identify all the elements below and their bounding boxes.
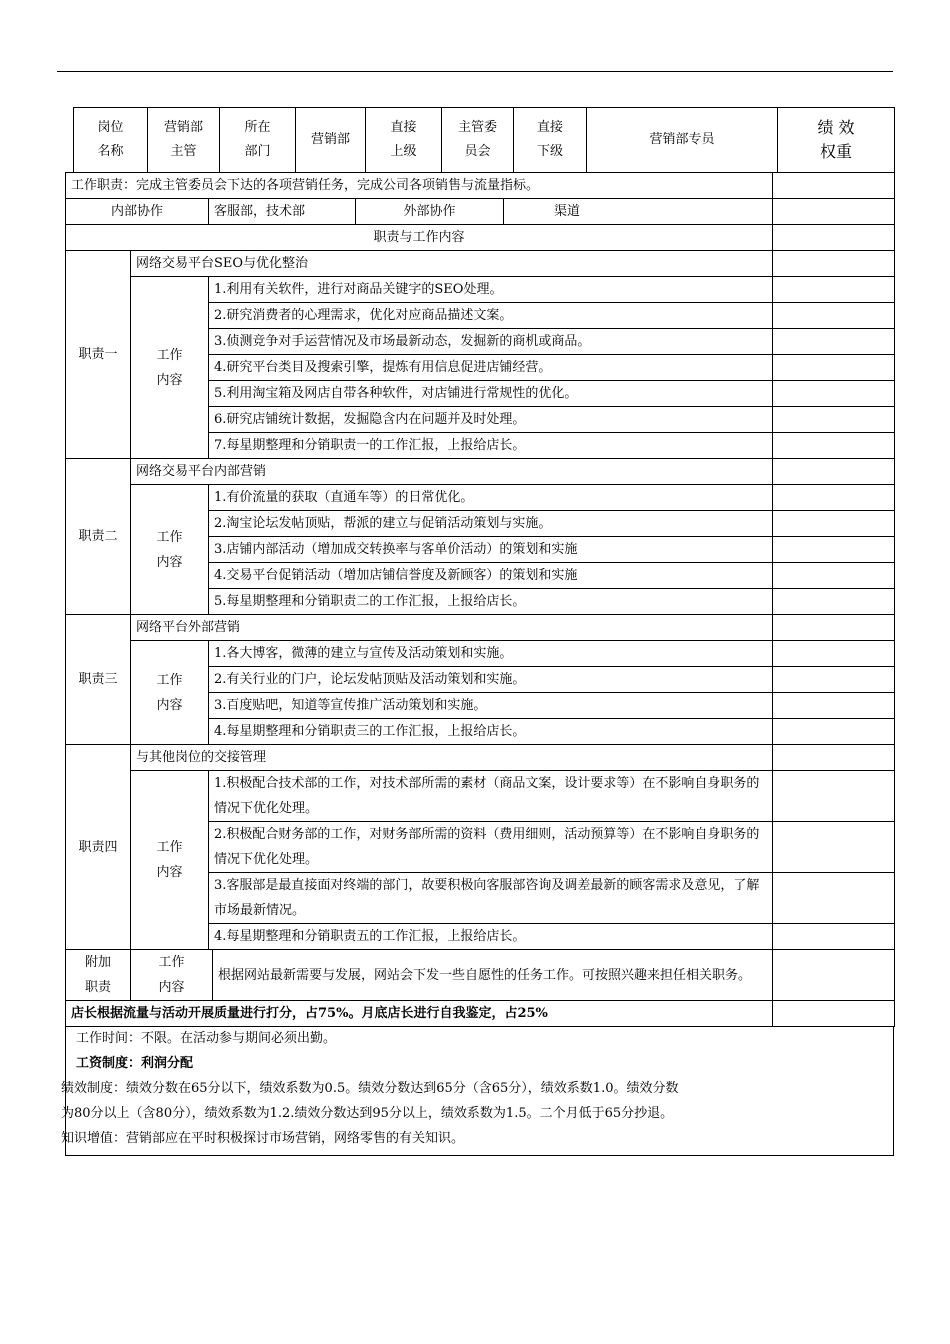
superior-value: 主管委 员会 [442, 108, 514, 173]
footer-notes [61, 1026, 894, 1156]
duty-item: 2.研究消费者的心理需求，优化对应商品描述文案。 [209, 303, 773, 329]
duty-label: 职责四 [66, 745, 131, 950]
top-rule [57, 71, 893, 72]
internal-coop-label: 内部协作 [66, 199, 209, 225]
work-content-label: 工作 内容 [131, 277, 209, 459]
weight-cell [773, 771, 895, 822]
weight-cell [773, 950, 895, 1001]
weight-cell [773, 563, 895, 589]
knowledge-note: 知识增值：营销部应在平时积极探讨市场营销，网络零售的有关知识。 [61, 1131, 465, 1146]
duty-label: 职责二 [66, 459, 131, 615]
post-name-value: 营销部 主管 [148, 108, 220, 173]
duty-item: 5.利用淘宝箱及网店自带各种软件，对店铺进行常规性的优化。 [209, 381, 773, 407]
duties-table [65, 172, 895, 1027]
weight-label: 绩 效 权重 [778, 108, 895, 173]
weight-cell [773, 433, 895, 459]
post-name-label: 岗位 名称 [74, 108, 148, 173]
extra-content-label: 工作 内容 [131, 950, 213, 1001]
work-content-label: 工作 内容 [131, 485, 209, 615]
duty-item: 5.每星期整理和分销职责二的工作汇报，上报给店长。 [209, 589, 773, 615]
duty-item: 3.侦测竞争对手运营情况及市场最新动态，发掘新的商机或商品。 [209, 329, 773, 355]
duty-sections [66, 251, 895, 950]
work-content-label: 工作 内容 [131, 771, 209, 950]
performance-line-1: 绩效制度：绩效分数在65分以下，绩效系数为0.5。绩效分数达到65分（含65分），绩效系数1.0。绩效分数 [61, 1081, 679, 1096]
weight-cell [773, 485, 895, 511]
work-content-label: 工作 内容 [131, 641, 209, 745]
weight-cell [773, 277, 895, 303]
duty-item: 2.有关行业的门户，论坛发帖顶贴及活动策划和实施。 [209, 667, 773, 693]
duty-item: 6.研究店铺统计数据，发掘隐含内在问题并及时处理。 [209, 407, 773, 433]
weight-cell [773, 303, 895, 329]
weight-cell [773, 719, 895, 745]
weight-cell [773, 537, 895, 563]
dept-label: 所在 部门 [220, 108, 296, 173]
weight-cell [773, 329, 895, 355]
subordinate-value: 营销部专员 [587, 108, 778, 173]
external-coop-label: 外部协作 [356, 199, 504, 225]
duty-title: 网络交易平台内部营销 [131, 459, 773, 485]
duty-item: 3.客服部是最直接面对终端的部门，故要积极向客服部咨询及调差最新的顾客需求及意见，了解市场最新情况。 [209, 873, 773, 924]
weight-cell [773, 251, 895, 277]
weight-cell [773, 459, 895, 485]
salary-system: 工资制度：利润分配 [76, 1056, 194, 1071]
duty-item: 4.交易平台促销活动（增加店铺信誉度及新顾客）的策划和实施 [209, 563, 773, 589]
duty-item: 3.百度贴吧，知道等宣传推广活动策划和实施。 [209, 693, 773, 719]
weight-cell [773, 693, 895, 719]
dept-value: 营销部 [296, 108, 366, 173]
duty-item: 1.有价流量的获取（直通车等）的日常优化。 [209, 485, 773, 511]
external-coop-value: 渠道 [504, 199, 773, 225]
work-time: 工作时间：不限。在活动参与期间必须出勤。 [76, 1031, 337, 1046]
weight-cell [773, 381, 895, 407]
weight-cell [773, 615, 895, 641]
weight-cell [773, 873, 895, 924]
weight-cell [773, 641, 895, 667]
duty-label: 职责三 [66, 615, 131, 745]
weight-cell [773, 199, 895, 225]
duty-item: 2.积极配合财务部的工作，对财务部所需的资料（费用细则，活动预算等）在不影响自身职务的情况下优化处理。 [209, 822, 773, 873]
duty-item: 1.各大博客，微薄的建立与宣传及活动策划和实施。 [209, 641, 773, 667]
duty-item: 3.店铺内部活动（增加成交转换率与客单价活动）的策划和实施 [209, 537, 773, 563]
weight-cell [773, 511, 895, 537]
weight-cell [773, 225, 895, 251]
weight-cell [773, 924, 895, 950]
duty-item: 7.每星期整理和分销职责一的工作汇报，上报给店长。 [209, 433, 773, 459]
duty-item: 1.利用有关软件，进行对商品关键字的SEO处理。 [209, 277, 773, 303]
internal-coop-value: 客服部，技术部 [209, 199, 356, 225]
extra-duty-label: 附加 职责 [66, 950, 131, 1001]
weight-cell [773, 667, 895, 693]
section-title: 职责与工作内容 [66, 225, 773, 251]
weight-cell [773, 589, 895, 615]
weight-cell [773, 173, 895, 199]
duty-item: 4.研究平台类目及搜索引擎，提炼有用信息促进店铺经营。 [209, 355, 773, 381]
subordinate-label: 直接 下级 [514, 108, 587, 173]
duty-item: 1.积极配合技术部的工作，对技术部所需的素材（商品文案，设计要求等）在不影响自身职务的情况下优化处理。 [209, 771, 773, 822]
duty-summary: 工作职责：完成主管委员会下达的各项营销任务，完成公司各项销售与流量指标。 [66, 173, 773, 199]
weight-cell [773, 1001, 895, 1027]
extra-duty-text: 根据网站最新需要与发展，网站会下发一些自愿性的任务工作。可按照兴趣来担任相关职务。 [213, 950, 773, 1001]
weight-cell [773, 355, 895, 381]
performance-line-2: 为80分以上（含80分），绩效系数为1.2.绩效分数达到95分以上，绩效系数为1.5。二个月低于65分抄退。 [61, 1106, 674, 1121]
duty-title: 与其他岗位的交接管理 [131, 745, 773, 771]
duty-label: 职责一 [66, 251, 131, 459]
duty-item: 4.每星期整理和分销职责三的工作汇报，上报给店长。 [209, 719, 773, 745]
duty-title: 网络平台外部营销 [131, 615, 773, 641]
weight-cell [773, 407, 895, 433]
duty-title: 网络交易平台SEO与优化整治 [131, 251, 773, 277]
weight-cell [773, 745, 895, 771]
scoring-rule: 店长根据流量与活动开展质量进行打分，占75%。月底店长进行自我鉴定，占25% [66, 1001, 773, 1027]
post-header-table [73, 107, 895, 173]
duty-item: 4.每星期整理和分销职责五的工作汇报，上报给店长。 [209, 924, 773, 950]
superior-label: 直接 上级 [366, 108, 442, 173]
duty-item: 2.淘宝论坛发帖顶贴，帮派的建立与促销活动策划与实施。 [209, 511, 773, 537]
weight-cell [773, 822, 895, 873]
